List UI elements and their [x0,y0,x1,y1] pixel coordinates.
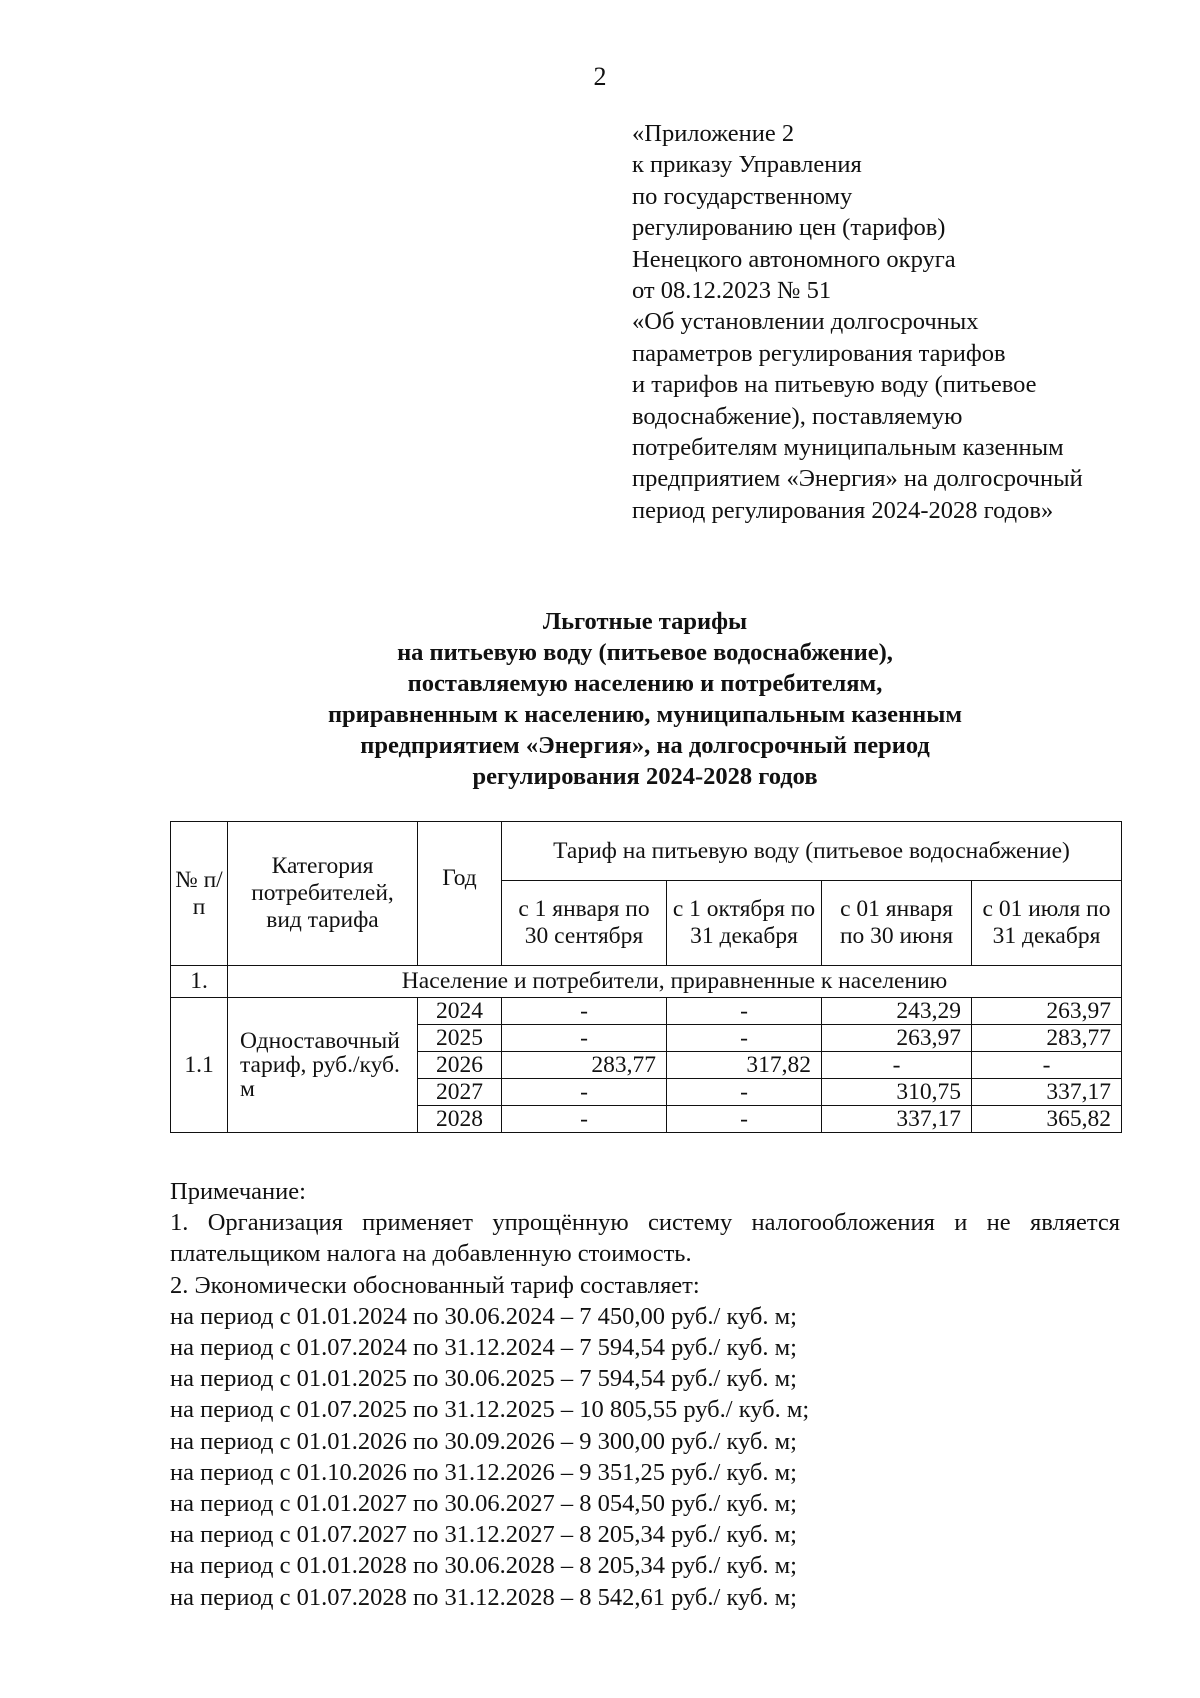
appendix-reference [632,118,1172,526]
section-label: Население и потребители, приравненные к населению [228,966,1122,998]
group-category: Одноставочный тариф, руб./куб. м [228,998,418,1133]
header-period: с 1 января по 30 сентября [502,881,667,966]
section-num: 1. [171,966,228,998]
appendix-line: регулированию цен (тарифов) [632,214,946,242]
year-cell: 2027 [418,1079,502,1106]
year-cell: 2024 [418,998,502,1025]
section-row [171,966,1122,998]
title-line: Льготные тарифы [542,608,748,635]
notes-heading: Примечание: [170,1178,306,1205]
tariff-period-line: на период с 01.07.2027 по 31.12.2027 – 8 205,34 руб./ куб. м; [170,1521,797,1549]
tariff-period-line: на период с 01.01.2024 по 30.06.2024 – 7 450,00 руб./ куб. м; [170,1302,797,1330]
year-cell: 2026 [418,1052,502,1079]
tariff-cell: - [502,1079,667,1106]
tariff-period-line: на период с 01.07.2028 по 31.12.2028 – 8 542,61 руб./ куб. м; [170,1583,797,1611]
header-period: с 01 июля по 31 декабря [972,881,1122,966]
note-2: 2. Экономически обоснованный тариф составляет: [170,1271,700,1299]
title-line: на питьевую воду (питьевое водоснабжение), [397,639,893,666]
tariff-table [170,821,1122,1133]
title-line: предприятием «Энергия», на долгосрочный период [360,732,930,759]
appendix-line: по государственному [632,182,853,210]
tariff-cell: - [972,1052,1122,1079]
tariff-cell: 310,75 [822,1079,972,1106]
appendix-line: от 08.12.2023 № 51 [632,277,832,305]
tariff-cell: - [667,998,822,1025]
tariff-period-line: на период с 01.01.2028 по 30.06.2028 – 8 205,34 руб./ куб. м; [170,1552,797,1580]
appendix-line: к приказу Управления [632,151,862,179]
appendix-line: Ненецкого автономного округа [632,245,956,273]
appendix-line: параметров регулирования тарифов [632,339,1006,367]
title-line: поставляемую населению и потребителям, [407,670,883,697]
year-cell: 2025 [418,1025,502,1052]
tariff-cell: 263,97 [972,998,1122,1025]
tariff-period-line: на период с 01.10.2026 по 31.12.2026 – 9 351,25 руб./ куб. м; [170,1458,797,1486]
tariff-period-line: на период с 01.01.2026 по 30.09.2026 – 9 300,00 руб./ куб. м; [170,1427,797,1455]
appendix-line: «Об установлении долгосрочных [632,308,979,336]
tariff-cell: 317,82 [667,1052,822,1079]
tariff-period-line: на период с 01.07.2024 по 31.12.2024 – 7 594,54 руб./ куб. м; [170,1334,797,1362]
group-num: 1.1 [171,998,228,1133]
tariff-cell: 283,77 [972,1025,1122,1052]
tariff-cell: - [667,1025,822,1052]
appendix-line: «Приложение 2 [632,120,795,147]
tariff-cell: 283,77 [502,1052,667,1079]
appendix-line: потребителям муниципальным казенным [632,434,1064,462]
table-header-row [171,822,1122,881]
tariff-period-line: на период с 01.01.2025 по 30.06.2025 – 7 594,54 руб./ куб. м; [170,1365,797,1393]
appendix-line: и тарифов на питьевую воду (питьевое [632,371,1037,399]
tariff-cell: 263,97 [822,1025,972,1052]
header-tariff-group: Тариф на питьевую воду (питьевое водоснабжение) [502,822,1122,881]
tariff-period-line: на период с 01.01.2027 по 30.06.2027 – 8 054,50 руб./ куб. м; [170,1490,797,1518]
note-1-line-1: 1. Организация применяет упрощённую систему налогообложения и не является [170,1209,1120,1237]
appendix-line: период регулирования 2024-2028 годов» [632,496,1054,524]
tariff-cell: - [667,1106,822,1133]
tariff-cell: - [822,1052,972,1079]
tariff-cell: - [502,1106,667,1133]
tariff-cell: 365,82 [972,1106,1122,1133]
tariff-cell: 337,17 [972,1079,1122,1106]
title-line: приравненным к населению, муниципальным казенным [327,701,963,728]
title-line: регулирования 2024-2028 годов [472,763,818,790]
page-number: 2 [593,62,607,91]
header-period: с 01 января по 30 июня [822,881,972,966]
header-year: Год [418,822,502,966]
table-row [171,998,1122,1025]
header-category: Категория потребителей, вид тарифа [228,822,418,966]
tariff-cell: 243,29 [822,998,972,1025]
header-period: с 1 октября по 31 декабря [667,881,822,966]
tariff-cell: - [502,998,667,1025]
tariff-period-line: на период с 01.07.2025 по 31.12.2025 – 10 805,55 руб./ куб. м; [170,1396,810,1424]
notes [170,1176,1120,1613]
header-num: № п/п [171,822,228,966]
tariff-cell: - [667,1079,822,1106]
note-1-line-2: плательщиком налога на добавленную стоимость. [170,1240,692,1268]
document-title [0,606,1200,792]
appendix-line: предприятием «Энергия» на долгосрочный [632,465,1083,493]
appendix-line: водоснабжение), поставляемую [632,402,963,430]
year-cell: 2028 [418,1106,502,1133]
tariff-cell: - [502,1025,667,1052]
tariff-cell: 337,17 [822,1106,972,1133]
